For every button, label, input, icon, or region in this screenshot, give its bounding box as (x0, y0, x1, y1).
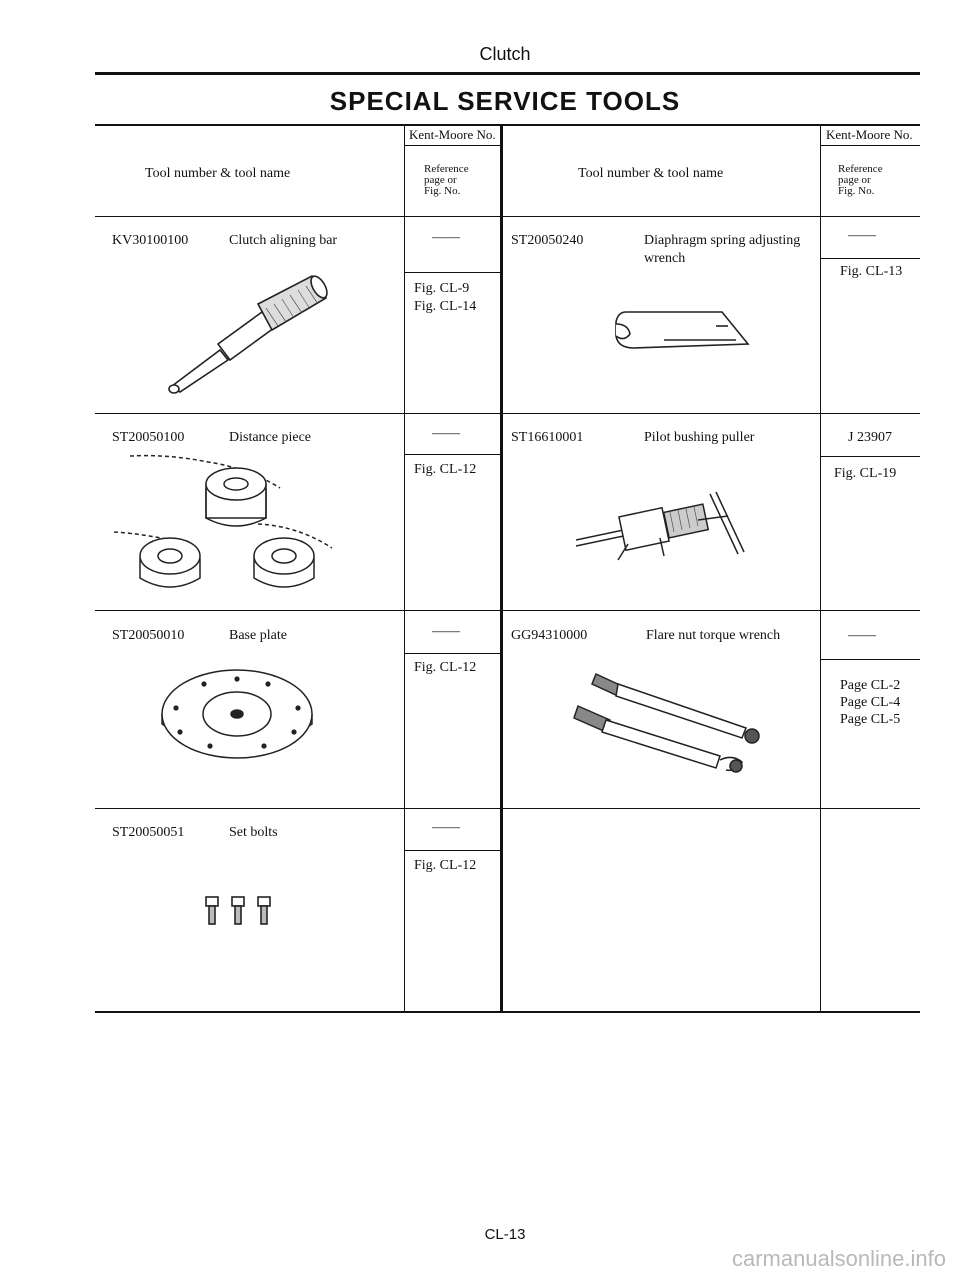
column-divider (404, 126, 405, 1012)
row-rule (95, 413, 920, 414)
table-bottom-rule (95, 1011, 920, 1013)
kent-row-rule (404, 454, 501, 455)
kent-column-header: Kent-Moore No. (826, 127, 913, 142)
table-header-rule (95, 216, 920, 217)
tool-number: ST20050010 (112, 628, 185, 643)
tool-name: Clutch aligning bar (229, 233, 338, 248)
tool-number: ST20050240 (511, 233, 584, 248)
kent-moore-number: J 23907 (848, 430, 892, 445)
kent-row-rule (820, 659, 920, 660)
ref-header-line: Fig. No. (424, 185, 461, 197)
tool-name: Set bolts (229, 825, 278, 840)
ref-header-line: Reference (424, 163, 469, 175)
kent-header-rule (820, 145, 920, 146)
ref-header-line: Fig. No. (838, 185, 875, 197)
reference: Fig. CL-9 (414, 281, 470, 296)
reference: Page CL-5 (840, 712, 901, 727)
set-bolts-icon (200, 893, 280, 933)
row-rule (95, 808, 920, 809)
tool-name: Diaphragm spring adjusting (644, 233, 801, 248)
kent-row-rule (820, 258, 920, 259)
ref-header-line: Reference (838, 163, 883, 175)
kent-moore-number: —— (432, 230, 460, 245)
tool-name: Distance piece (229, 430, 312, 445)
clutch-aligning-bar-icon (150, 268, 330, 398)
reference: Fig. CL-19 (834, 466, 897, 481)
kent-row-rule (820, 456, 920, 457)
torque-wrench-icon (570, 668, 780, 778)
tool-name-continued: wrench (644, 251, 686, 266)
reference: Fig. CL-12 (414, 462, 477, 477)
tool-number: ST20050051 (112, 825, 185, 840)
reference: Fig. CL-12 (414, 660, 477, 675)
section-title: Clutch (479, 44, 531, 64)
diaphragm-wrench-icon (604, 306, 754, 356)
tool-number: ST20050100 (112, 430, 185, 445)
distance-piece-icon (108, 448, 348, 608)
reference: Fig. CL-12 (414, 858, 477, 873)
kent-row-rule (404, 653, 501, 654)
kent-row-rule (404, 850, 501, 851)
center-divider (500, 126, 503, 1012)
ref-header-line: page or (424, 174, 457, 186)
page-number: CL-13 (484, 1226, 526, 1243)
kent-moore-number: —— (432, 820, 460, 835)
ref-header-line: page or (838, 174, 871, 186)
tool-name: Flare nut torque wrench (646, 628, 781, 643)
kent-column-header: Kent-Moore No. (409, 127, 496, 142)
header-rule (95, 72, 920, 75)
kent-row-rule (404, 272, 501, 273)
kent-moore-number: —— (848, 628, 876, 643)
base-plate-icon (152, 662, 322, 772)
page-title: SPECIAL SERVICE TOOLS (329, 86, 681, 116)
table-top-rule (95, 124, 920, 126)
kent-moore-number: —— (432, 426, 460, 441)
reference: Page CL-4 (840, 695, 901, 710)
tool-number: ST16610001 (511, 430, 584, 445)
reference: Page CL-2 (840, 678, 901, 693)
tool-name: Pilot bushing puller (644, 430, 755, 445)
kent-moore-number: —— (848, 228, 876, 243)
tool-number: KV30100100 (112, 233, 189, 248)
tool-number: GG94310000 (511, 628, 588, 643)
reference: Fig. CL-13 (840, 264, 903, 279)
site-watermark: carmanualsonline.info (731, 1246, 946, 1271)
tool-column-header: Tool number & tool name (578, 166, 724, 181)
tool-name: Base plate (229, 628, 287, 643)
pilot-bushing-puller-icon (570, 486, 770, 566)
kent-moore-number: —— (432, 624, 460, 639)
kent-header-rule (404, 145, 501, 146)
reference: Fig. CL-14 (414, 299, 477, 314)
row-rule (95, 610, 920, 611)
tool-column-header: Tool number & tool name (145, 166, 291, 181)
